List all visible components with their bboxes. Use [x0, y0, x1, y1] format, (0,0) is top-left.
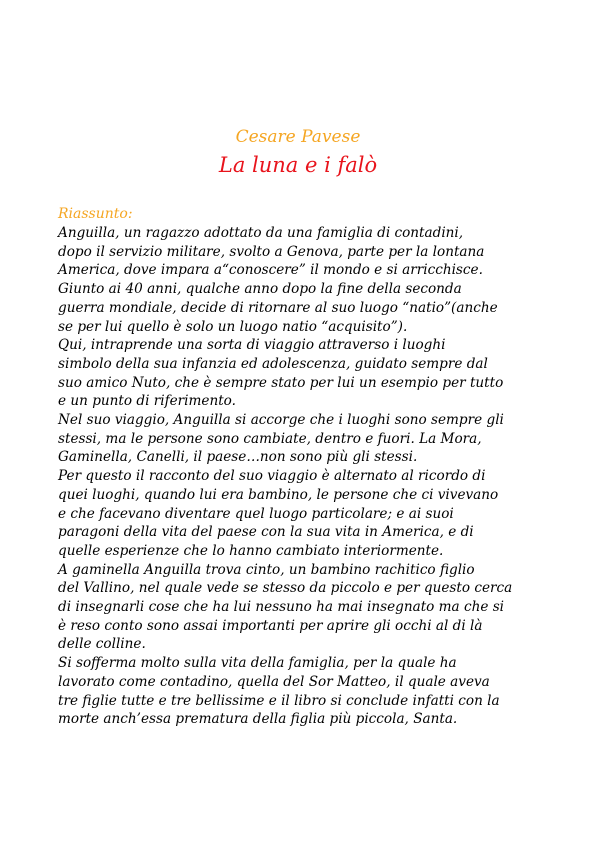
- summary-line: Giunto ai 40 anni, qualche anno dopo la fine della seconda: [58, 281, 462, 298]
- summary-line: Si sofferma molto sulla vita della famiglia, per la quale ha: [58, 655, 457, 672]
- summary-line: quei luoghi, quando lui era bambino, le persone che ci vivevano: [58, 486, 499, 503]
- summary-line: è reso conto sono assai importanti per aprire gli occhi al di là: [58, 617, 483, 634]
- summary-line: Qui, intraprende una sorta di viaggio attraverso i luoghi: [58, 337, 446, 354]
- summary-line: suo amico Nuto, che è sempre stato per lui un esempio per tutto: [58, 374, 504, 391]
- summary-line: e un punto di riferimento.: [58, 393, 236, 410]
- book-title: La luna e i falò: [218, 153, 378, 177]
- author-name: Cesare Pavese: [235, 127, 361, 147]
- summary-line: tre figlie tutte e tre bellissime e il libro si conclude infatti con la: [58, 692, 500, 709]
- summary-line: morte anch’essa prematura della figlia più piccola, Santa.: [58, 711, 458, 728]
- summary-line: se per lui quello è solo un luogo natio “acquisito”).: [58, 318, 408, 335]
- summary-line: e che facevano diventare quel luogo particolare; e ai suoi: [58, 505, 454, 522]
- summary-line: di insegnarli cose che ha lui nessuno ha mai insegnato ma che si: [58, 599, 505, 616]
- summary-line: dopo il servizio militare, svolto a Genova, parte per la lontana: [58, 243, 485, 260]
- summary-line: paragoni della vita del paese con la sua vita in America, e di: [58, 524, 474, 541]
- summary-line: delle colline.: [58, 636, 146, 653]
- summary-line: lavorato come contadino, quella del Sor Matteo, il quale aveva: [58, 673, 490, 690]
- summary-line: del Vallino, nel quale vede se stesso da piccolo e per questo cerca: [58, 580, 513, 597]
- summary-line: Gaminella, Canelli, il paese…non sono più gli stessi.: [58, 449, 418, 466]
- summary-line: stessi, ma le persone sono cambiate, dentro e fuori. La Mora,: [58, 430, 482, 447]
- summary-label: Riassunto:: [58, 206, 133, 222]
- summary-line: Anguilla, un ragazzo adottato da una famiglia di contadini,: [58, 225, 464, 241]
- summary-line: A gaminella Anguilla trova cinto, un bambino rachitico figlio: [58, 561, 475, 578]
- summary-line: quelle esperienze che lo hanno cambiato interiormente.: [58, 542, 444, 559]
- summary-line: simbolo della sua infanzia ed adolescenza, guidato sempre dal: [58, 355, 488, 372]
- summary-line: America, dove impara a“conoscere” il mondo e si arricchisce.: [58, 262, 483, 279]
- summary-line: Per questo il racconto del suo viaggio è alternato al ricordo di: [58, 468, 486, 485]
- summary-line: Nel suo viaggio, Anguilla si accorge che i luoghi sono sempre gli: [58, 412, 504, 429]
- summary-section: [58, 205, 563, 729]
- summary-line: guerra mondiale, decide di ritornare al suo luogo “natio”(anche: [58, 299, 498, 316]
